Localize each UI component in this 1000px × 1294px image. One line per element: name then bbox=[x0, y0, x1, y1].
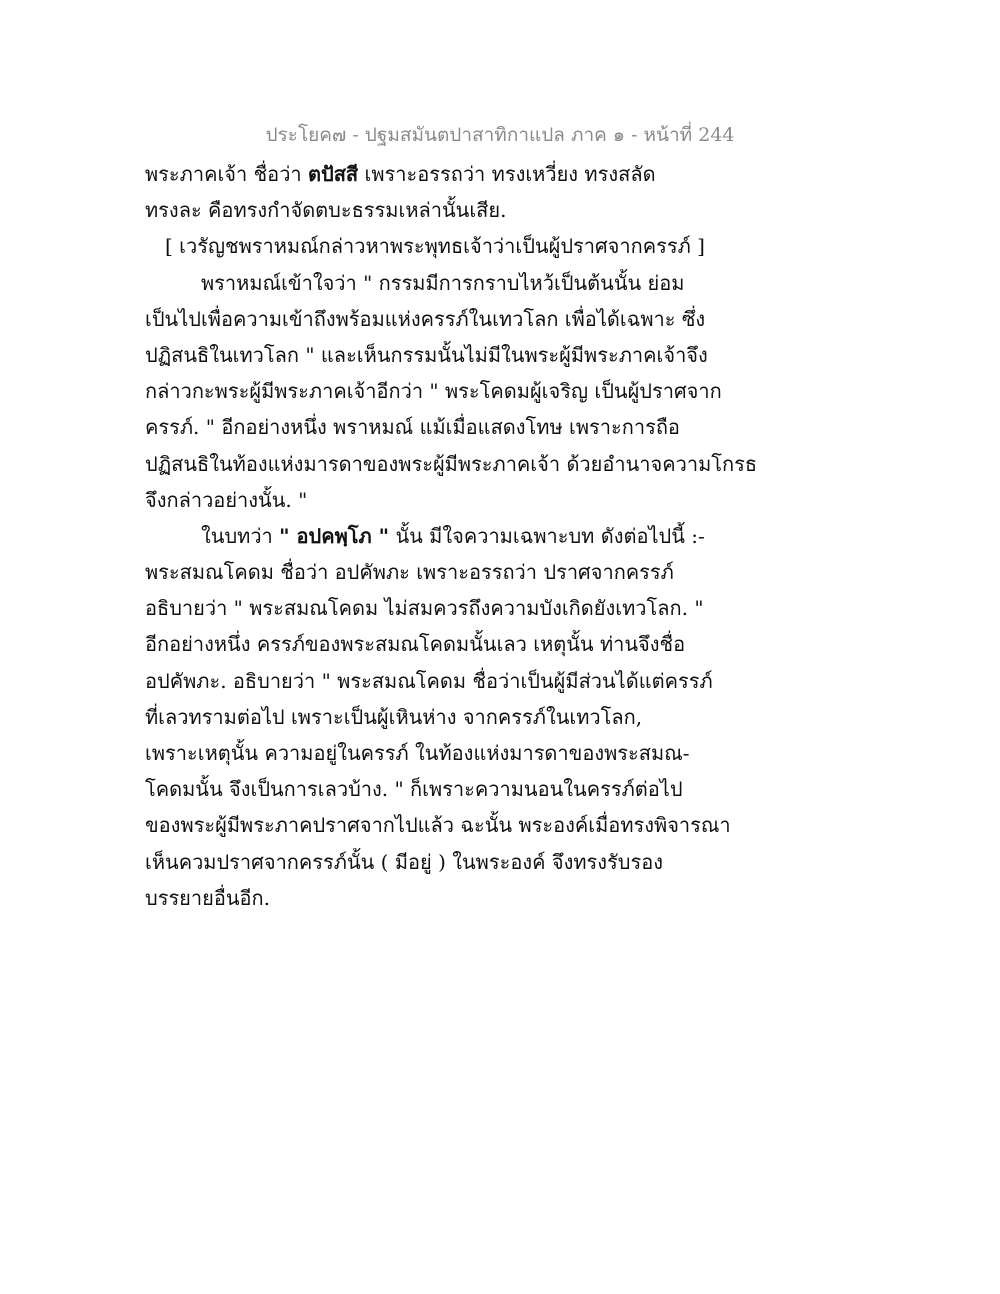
text-line: จึงกล่าวอย่างนั้น. " bbox=[145, 487, 308, 512]
running-header bbox=[0, 120, 1000, 150]
bold-term: ตปัสสี bbox=[308, 162, 359, 186]
section-heading: [ เวรัญชพราหมณ์กล่าวหาพระพุทธเจ้าว่าเป็นผู้ปราศจากครรภ์ ] bbox=[165, 234, 705, 259]
text-segment: พระภาคเจ้า ชื่อว่า bbox=[145, 162, 309, 186]
text-line: ของพระผู้มีพระภาคปราศจากไปแล้ว ฉะนั้น พระองค์เมื่อทรงพิจารณา bbox=[145, 813, 731, 838]
text-line bbox=[145, 156, 845, 192]
text-line: เพราะเหตุนั้น ความอยู่ในครรภ์ ในท้องแห่งมารดาของพระสมณ- bbox=[145, 741, 690, 765]
text-line: อปคัพภะ. อธิบายว่า " พระสมณโคดม ชื่อว่าเป็นผู้มีส่วนได้แต่ครรภ์ bbox=[145, 668, 713, 693]
text-line: พราหมณ์เข้าใจว่า " กรรมมีการกราบไหว้เป็นต้นนั้น ย่อม bbox=[201, 270, 685, 295]
text-line: อธิบายว่า " พระสมณโคดม ไม่สมควรถึงความบังเกิดยังเทวโลก. " bbox=[145, 596, 704, 621]
text-line: ปฏิสนธิในท้องแห่งมารดาของพระผู้มีพระภาคเจ้า ด้วยอำนาจความโกรธ bbox=[145, 451, 758, 476]
text-line: ทรงละ คือทรงกำจัดตบะธรรมเหล่านั้นเสีย. bbox=[145, 198, 507, 223]
text-line: บรรยายอื่นอีก. bbox=[145, 885, 271, 910]
text-segment: นั้น มีใจความเฉพาะบท ดังต่อไปนี้ :- bbox=[389, 523, 705, 548]
text-line: เป็นไปเพื่อความเข้าถึงพร้อมแห่งครรภ์ในเทวโลก เพื่อได้เฉพาะ ซึ่ง bbox=[145, 306, 706, 331]
running-title: ประโยค๗ - ปฐมสมันตปาสาทิกาแปล ภาค ๑ - หน้าที่ 244 bbox=[265, 124, 735, 146]
document-body bbox=[145, 156, 845, 916]
text-line: โคดมนั้น จึงเป็นการเลวบ้าง. " ก็เพราะความนอนในครรภ์ต่อไป bbox=[145, 777, 683, 802]
text-segment: เพราะอรรถว่า ทรงเหวี่ยง ทรงสลัด bbox=[358, 162, 656, 186]
bold-term: " อปคพฺโภ " bbox=[279, 523, 390, 548]
text-line: เห็นควมปราศจากครรภ์นั้น ( มีอยู่ ) ในพระองค์ จึงทรงรับรอง bbox=[145, 849, 663, 874]
text-line: กล่าวกะพระผู้มีพระภาคเจ้าอีกว่า " พระโคดมผู้เจริญ เป็นผู้ปราศจาก bbox=[145, 379, 722, 404]
text-line: ครรภ์. " อีกอย่างหนึ่ง พราหมณ์ แม้เมื่อแสดงโทษ เพราะการถือ bbox=[145, 415, 680, 440]
text-line bbox=[145, 518, 845, 554]
text-segment: ในบทว่า bbox=[201, 523, 280, 548]
text-line: พระสมณโคดม ชื่อว่า อปคัพภะ เพราะอรรถว่า ปราศจากครรภ์ bbox=[145, 560, 674, 585]
text-line: ที่เลวทรามต่อไป เพราะเป็นผู้เหินห่าง จากครรภ์ในเทวโลก, bbox=[145, 704, 643, 729]
text-line: อีกอย่างหนึ่ง ครรภ์ของพระสมณโคดมนั้นเลว เหตุนั้น ท่านจึงชื่อ bbox=[145, 632, 686, 657]
text-line: ปฏิสนธิในเทวโลก " และเห็นกรรมนั้นไม่มีในพระผู้มีพระภาคเจ้าจึง bbox=[145, 342, 708, 367]
